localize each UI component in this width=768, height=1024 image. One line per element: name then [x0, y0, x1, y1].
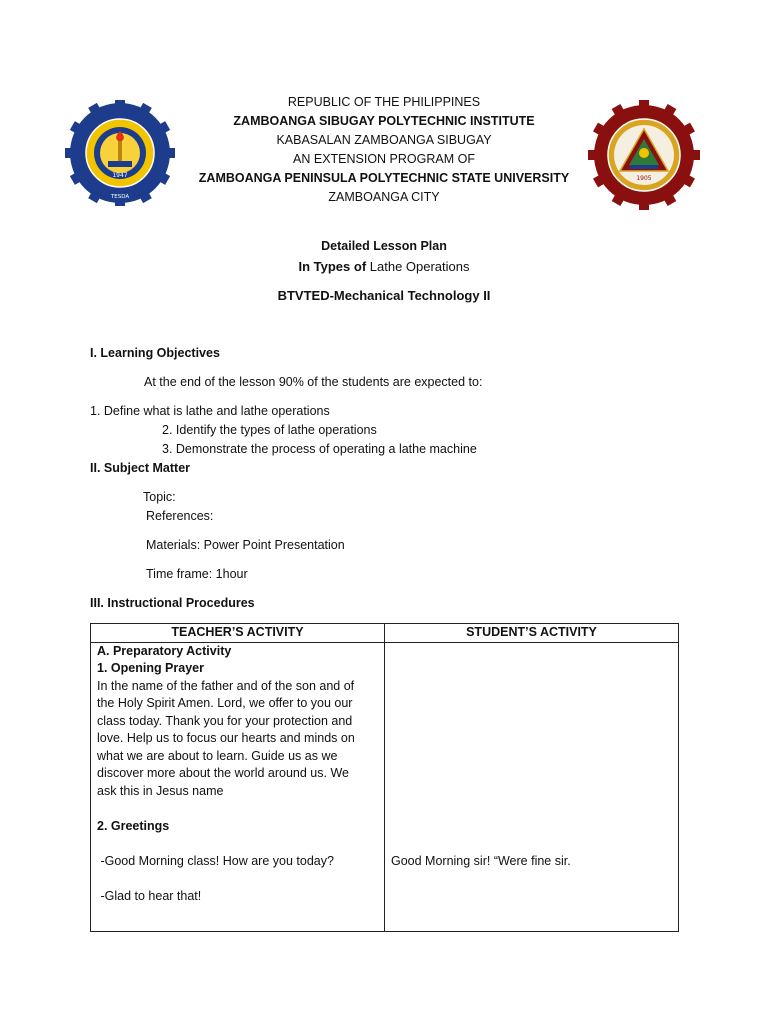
opening-prayer-heading: 1. Opening Prayer: [97, 661, 204, 675]
greetings-heading: 2. Greetings: [97, 818, 170, 833]
teacher-activity-cell: [91, 642, 385, 931]
course-title: BTVTED-Mechanical Technology II: [277, 288, 491, 303]
prayer-line: discover more about the world around us. We: [97, 766, 349, 780]
teacher-greeting: -Glad to hear that!: [97, 888, 202, 903]
header-institute: ZAMBOANGA SIBUGAY POLYTECHNIC INSTITUTE: [233, 114, 535, 128]
prayer-line: what we are about to learn. Guide us as we: [97, 748, 338, 763]
prayer-line: In the name of the father and of the son and of: [97, 678, 355, 693]
prayer-line: the Holy Spirit Amen. Lord, we offer to you our: [97, 696, 353, 710]
table-header-row: [91, 624, 679, 643]
student-activity-cell: [385, 642, 679, 931]
subject-matter-heading: II. Subject Matter: [90, 461, 191, 475]
doc-type-title: Detailed Lesson Plan: [321, 239, 447, 253]
header-university: ZAMBOANGA PENINSULA POLYTECHNIC STATE UNIVERSITY: [198, 171, 570, 185]
table-row: [91, 642, 679, 931]
student-response: Good Morning sir! “Were fine sir.: [391, 853, 571, 868]
topic-label: Topic:: [143, 490, 176, 504]
objectives-heading: I. Learning Objectives: [90, 346, 220, 360]
procedures-heading: III. Instructional Procedures: [90, 596, 255, 610]
references-label: References:: [146, 509, 214, 523]
subject-prefix: In Types of: [298, 259, 370, 274]
student-activity-header: STUDENT’S ACTIVITY: [385, 624, 679, 643]
objective-item: 3. Demonstrate the process of operating a lathe machine: [162, 442, 477, 456]
time-frame-label: Time frame: 1hour: [146, 567, 248, 581]
header-extension: AN EXTENSION PROGRAM OF: [293, 152, 475, 166]
objective-item: 2. Identify the types of lathe operations: [162, 423, 377, 437]
logo-year: 1905: [636, 175, 652, 182]
activity-table: [90, 623, 679, 932]
prayer-line: class today. Thank you for your protection and: [97, 713, 353, 728]
header-republic: REPUBLIC OF THE PHILIPPINES: [287, 95, 481, 109]
objective-item: 1. Define what is lathe and lathe operations: [90, 404, 330, 418]
prayer-line: ask this in Jesus name: [97, 783, 224, 798]
teacher-activity-header: TEACHER’S ACTIVITY: [91, 624, 385, 643]
materials-label: Materials: Power Point Presentation: [146, 538, 345, 552]
preparatory-activity-heading: A. Preparatory Activity: [97, 643, 232, 658]
prayer-line: love. Help us to focus our hearts and minds on: [97, 731, 355, 745]
objectives-intro: At the end of the lesson 90% of the students are expected to:: [144, 375, 483, 389]
teacher-greeting: -Good Morning class! How are you today?: [97, 853, 334, 868]
header-city: ZAMBOANGA CITY: [328, 190, 440, 204]
lesson-subject: [0, 257, 768, 276]
subject-topic: Lathe Operations: [369, 259, 470, 274]
header-location: KABASALAN ZAMBOANGA SIBUGAY: [276, 133, 492, 147]
logo-bottom-text: TESDA: [110, 194, 130, 200]
logo-year: 1947: [112, 172, 128, 179]
